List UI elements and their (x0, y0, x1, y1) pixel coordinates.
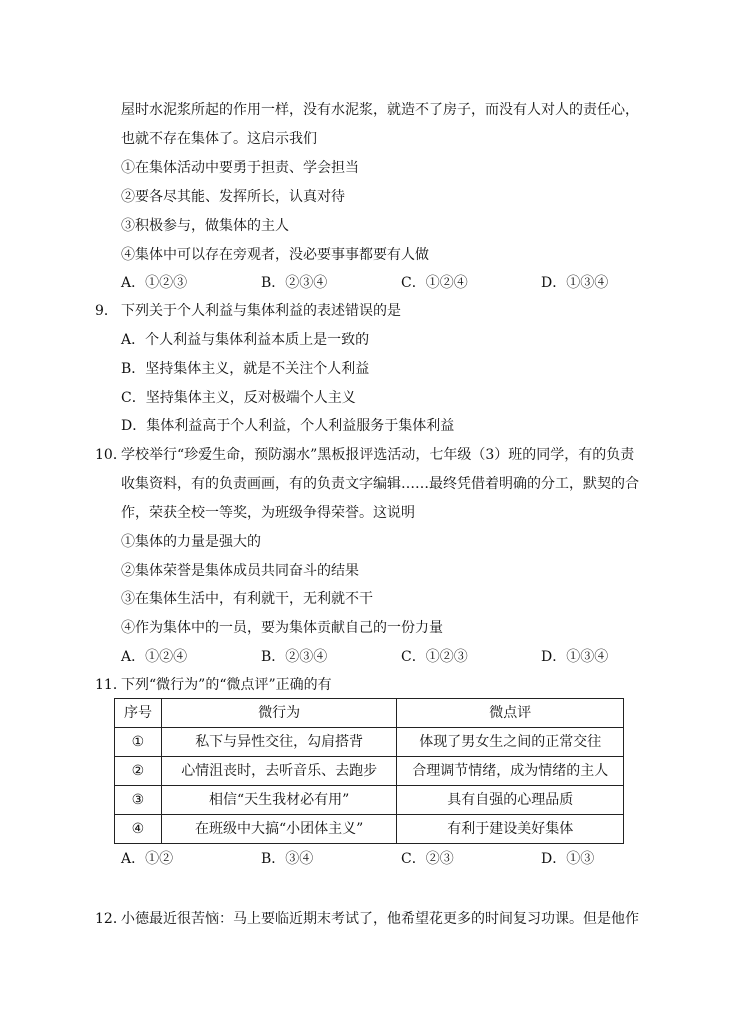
intro-option-a: A．①②③ (121, 275, 188, 291)
table-row (115, 757, 624, 786)
q10-option-b: B．②③④ (261, 649, 328, 665)
table-header-row (115, 699, 624, 728)
q10-stem-line-3: 作，荣获全校一等奖，为班级争得荣誉。这说明 (121, 505, 415, 521)
q12-number: 12． (95, 911, 127, 927)
behavior-review-table (114, 698, 624, 844)
table-cell: 私下与异性交往，勾肩搭背 (161, 728, 397, 757)
q9-stem: 下列关于个人利益与集体利益的表述错误的是 (121, 303, 401, 319)
table-cell: 心情沮丧时，去听音乐、去跑步 (161, 757, 397, 786)
intro-option-c: C．①②④ (401, 275, 468, 291)
intro-line-2: 也就不存在集体了。这启示我们 (121, 131, 317, 147)
q10-option-d: D．①③④ (541, 649, 609, 665)
q10-statement-3: ③在集体生活中，有利就干，无利就不干 (121, 591, 373, 607)
table-cell: 相信“天生我材必有用” (161, 786, 397, 815)
intro-statement-3: ③积极参与，做集体的主人 (121, 218, 289, 234)
table-cell: ④ (115, 815, 162, 844)
intro-statement-4: ④集体中可以存在旁观者，没必要事事都要有人做 (121, 247, 429, 263)
table-header-cell: 微点评 (397, 699, 624, 728)
table-cell: 在班级中大搞“小团体主义” (161, 815, 397, 844)
table-row (115, 815, 624, 844)
q10-statement-2: ②集体荣誉是集体成员共同奋斗的结果 (121, 563, 359, 579)
q10-statement-4: ④作为集体中的一员，要为集体贡献自己的一份力量 (121, 620, 443, 636)
q11-stem: 下列“微行为”的“微点评”正确的有 (121, 677, 332, 693)
q11-option-c: C．②③ (401, 851, 454, 867)
q10-statement-1: ①集体的力量是强大的 (121, 534, 261, 550)
q9-choice-b: B．坚持集体主义，就是不关注个人利益 (121, 361, 370, 377)
table-cell: ② (115, 757, 162, 786)
table-cell: 合理调节情绪，成为情绪的主人 (397, 757, 624, 786)
q9-choice-c: C．坚持集体主义，反对极端个人主义 (121, 390, 356, 406)
intro-option-b: B．②③④ (261, 275, 328, 291)
table-cell: 具有自强的心理品质 (397, 786, 624, 815)
table-cell: ③ (115, 786, 162, 815)
q10-option-a: A．①②④ (121, 649, 188, 665)
table-row (115, 728, 624, 757)
table-cell: 有利于建设美好集体 (397, 815, 624, 844)
q10-stem-line-2: 收集资料，有的负责画画，有的负责文字编辑……最终凭借着明确的分工，默契的合 (121, 476, 639, 492)
q10-stem-line-1: 学校举行“珍爱生命，预防溺水”黑板报评选活动，七年级（3）班的同学，有的负责 (121, 447, 635, 463)
q10-number: 10． (95, 447, 127, 463)
q10-option-c: C．①②③ (401, 649, 468, 665)
intro-line-1: 屋时水泥浆所起的作用一样，没有水泥浆，就造不了房子，而没有人对人的责任心， (121, 102, 639, 118)
table-cell: ① (115, 728, 162, 757)
table-cell: 体现了男女生之间的正常交往 (397, 728, 624, 757)
q12-stem: 小德最近很苦恼：马上要临近期末考试了，他希望花更多的时间复习功课。但是他作 (121, 911, 639, 927)
q9-choice-d: D．集体利益高于个人利益，个人利益服务于集体利益 (121, 418, 455, 434)
q11-option-b: B．③④ (261, 851, 314, 867)
intro-statement-1: ①在集体活动中要勇于担责、学会担当 (121, 160, 359, 176)
table-header-cell: 微行为 (161, 699, 397, 728)
table-header-cell: 序号 (115, 699, 162, 728)
table-row (115, 786, 624, 815)
q11-option-a: A．①② (121, 851, 174, 867)
intro-option-d: D．①③④ (541, 275, 609, 291)
q9-number: 9． (95, 303, 118, 319)
q9-choice-a: A．个人利益与集体利益本质上是一致的 (121, 332, 370, 348)
q11-option-d: D．①③ (541, 851, 595, 867)
q11-number: 11． (95, 677, 127, 693)
intro-statement-2: ②要各尽其能、发挥所长，认真对待 (121, 189, 345, 205)
